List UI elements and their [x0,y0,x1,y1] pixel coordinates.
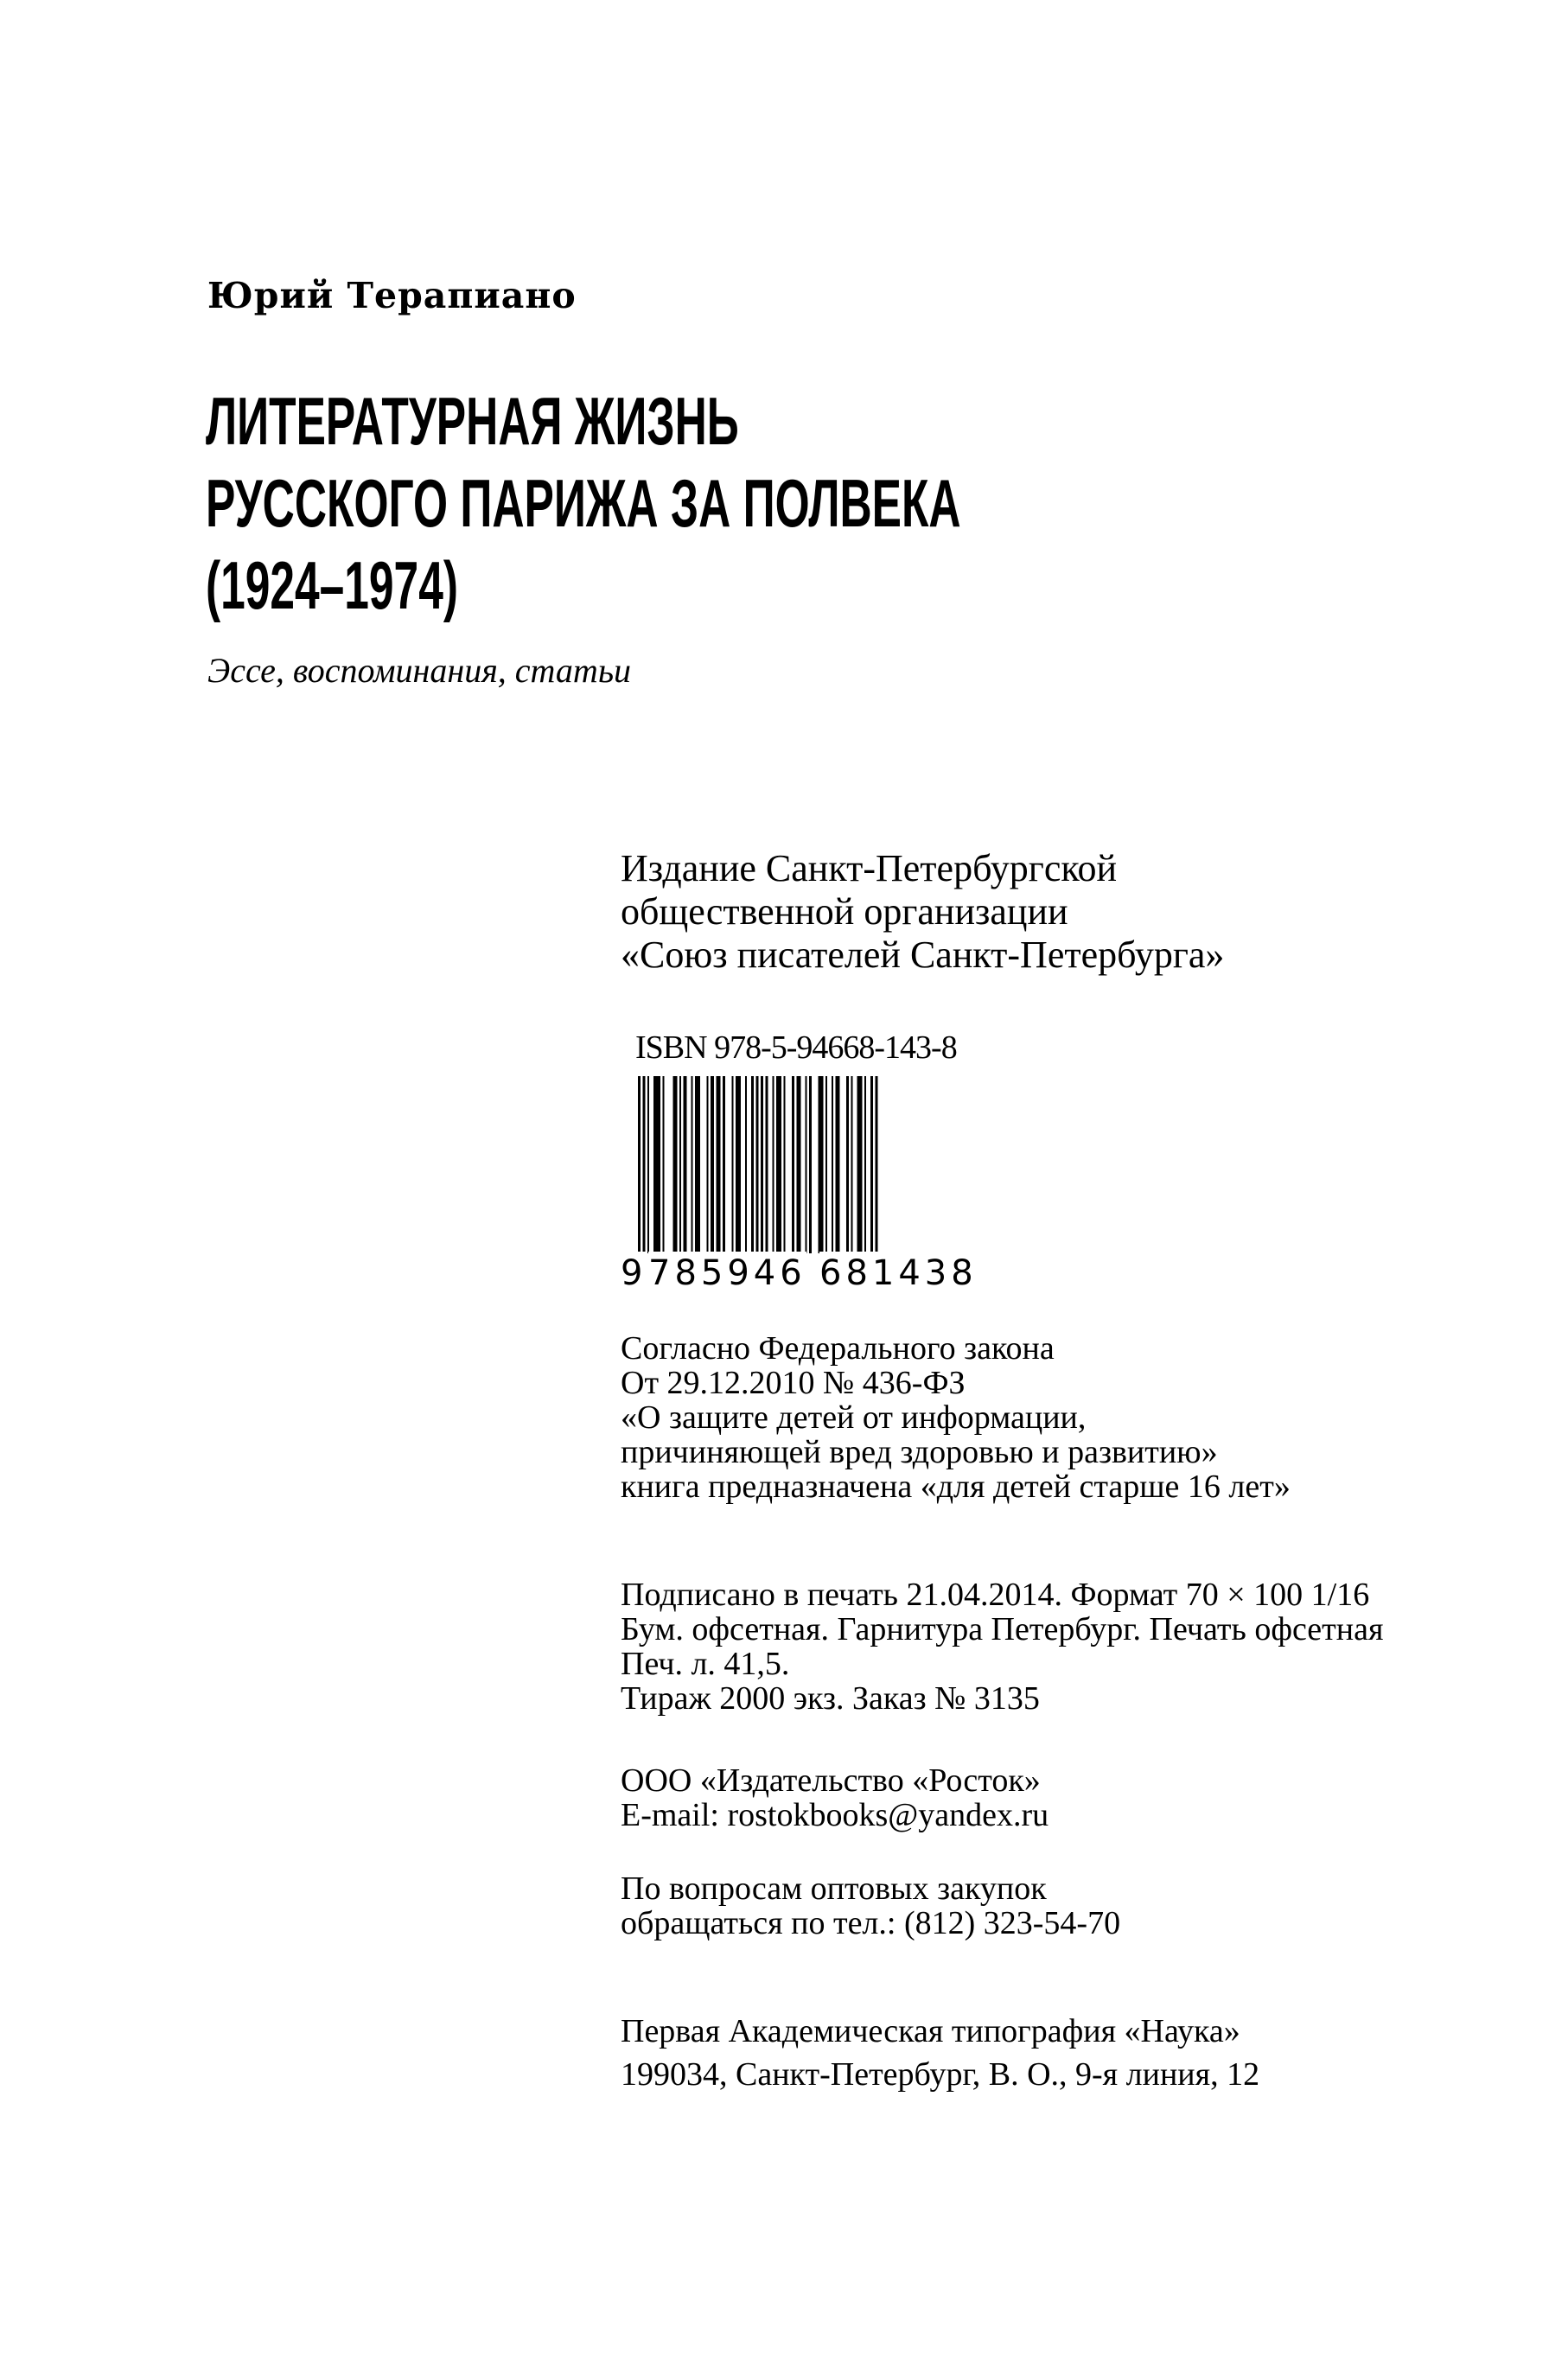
publisher-line: Издание Санкт-Петербургской [621,847,1118,889]
barcode-bar [784,1076,786,1253]
publisher-info [621,847,1224,977]
barcode-bar [695,1076,700,1253]
law-line: Согласно Федерального закона [621,1330,1055,1367]
contact-line: E-mail: rostokbooks@yandex.ru [621,1797,1049,1833]
barcode-bar [673,1076,678,1253]
barcode-bar [766,1076,768,1253]
barcode-bar [836,1076,840,1253]
printer-info [621,2010,1259,2096]
law-line: книга предназначена «для детей старше 16 лет» [621,1469,1291,1505]
barcode-bar [692,1076,693,1253]
publisher-line: общественной организации [621,890,1068,933]
print-line: Тираж 2000 экз. Заказ № 3135 [621,1680,1040,1716]
print-line: Бум. офсетная. Гарнитура Петербург. Печать офсетная [621,1611,1384,1647]
wholesale-info [621,1871,1120,1940]
contact-line: ООО «Издательство «Росток» [621,1762,1041,1799]
barcode-right-digits: 681438 [819,1253,978,1293]
barcode-bar [717,1076,721,1253]
barcode-bar [832,1076,833,1253]
wholesale-line: По вопросам оптовых закупок [621,1870,1047,1907]
barcode-first-digit: 9 [621,1253,647,1293]
barcode-bar [846,1076,849,1253]
barcode-bar [819,1076,824,1253]
print-details [621,1577,1414,1716]
barcode-bar [745,1076,747,1253]
publisher-contact [621,1763,1049,1832]
barcode-bar [711,1076,714,1253]
barcode-bar [736,1076,741,1253]
barcode-bar [797,1076,801,1253]
title-line: ЛИТЕРАТУРНАЯ ЖИЗНЬ [206,383,739,459]
age-rating-notice [621,1331,1291,1504]
barcode-bar [773,1076,774,1253]
title-line: (1924–1974) [206,547,458,623]
barcode-left-digits: 785946 [648,1253,806,1293]
barcode-bar [851,1076,853,1253]
book-title [206,380,961,627]
law-line: «О защите детей от информации, [621,1399,1087,1436]
barcode-bar [806,1076,807,1253]
title-line: РУССКОГО ПАРИЖА ЗА ПОЛВЕКА [206,465,961,541]
barcode-bar [825,1076,827,1253]
publisher-line: «Союз писателей Санкт-Петербурга» [621,934,1225,976]
barcode-bar [653,1076,660,1253]
barcode-bar [663,1076,665,1253]
barcode-bar [857,1076,863,1253]
printer-line: 199034, Санкт-Петербург, В. О., 9-я линия, 12 [621,2056,1260,2093]
print-line: Подписано в печать 21.04.2014. Формат 70 × 100 1/16 [621,1577,1370,1613]
barcode-bar [723,1076,725,1253]
barcode-bar [751,1076,754,1253]
barcode-bar [684,1076,687,1253]
barcode-bar [647,1076,649,1253]
barcode-bar [809,1076,812,1253]
wholesale-line: обращаться по тел.: (812) 323-54-70 [621,1905,1121,1941]
isbn-label: ISBN 978-5-94668-143-8 [635,1029,957,1066]
law-line: От 29.12.2010 № 436-ФЗ [621,1365,966,1401]
barcode-bar [864,1076,866,1253]
law-line: причиняющей вред здоровью и развитию» [621,1434,1218,1470]
author-name: Юрий Терапиано [207,275,577,316]
barcode-bar [679,1076,681,1253]
barcode-bar [776,1076,781,1253]
barcode-bar [707,1076,709,1253]
barcode-bar [792,1076,794,1253]
book-subtitle: Эссе, воспоминания, статьи [207,651,632,690]
print-line: Печ. л. 41,5. [621,1646,790,1682]
printer-line: Первая Академическая типография «Наука» [621,2013,1240,2049]
barcode-bar [732,1076,734,1253]
